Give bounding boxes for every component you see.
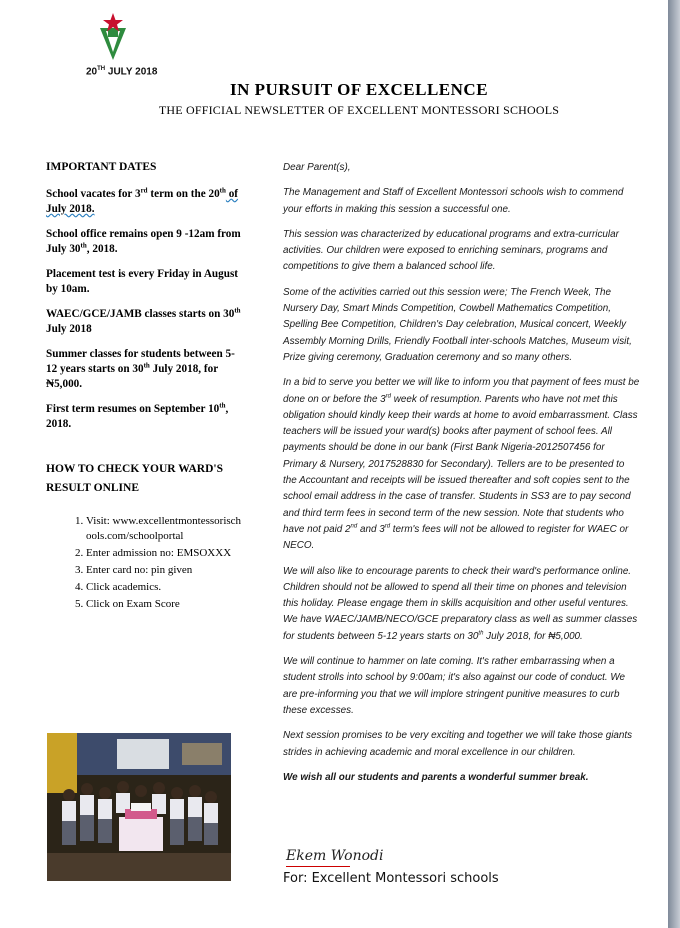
date-item: First term resumes on September 10th, 2018. [46, 401, 229, 430]
list-item: 4. Click academics. [86, 580, 242, 595]
signature-underline [286, 864, 350, 867]
date-item: School vacates for 3rd term on the 20th of July 2018. [46, 186, 239, 215]
issue-date: 20TH JULY 2018 [86, 66, 158, 78]
students-group-photo [47, 733, 231, 881]
paragraph: In a bid to serve you better we will like to inform you that payment of fees must be done on or before the 3rd week of resumption. Parents who have not met this obligation should kindly keep their wards at home to avoid embarrassment. Class teachers will be issued your ward(s) books after payment of school fees. All payments should be done in our bank (First Bank Nigeria-2012507456 for Primary & Nursery, 2017528830 for Secondary). Tellers are to be presented to the Accountant and receipts will be issued thereafter and soft copies sent to the school email address in the case of transfer. Students in SS3 are to pay second and third term fees in second term of the new session. Note that students who have not paid 2nd and 3rd term's fees will not be allowed to register for WAEC or NECO. [283, 377, 640, 552]
result-check-heading: HOW TO CHECK YOUR WARD'S RESULT ONLINE [46, 463, 224, 494]
result-steps-list [46, 514, 242, 612]
paragraph: The Management and Staff of Excellent Montessori schools wish to commend your efforts in making this session a successful one. [283, 187, 624, 215]
list-item: 2. Enter admission no: EMSOXXX [86, 546, 242, 561]
window-edge-shadow [668, 0, 680, 928]
sign-off: For: Excellent Montessori schools [283, 871, 499, 886]
paragraph: Next session promises to be very exciting and together we will take those giants strides in achieving academic and moral excellence in our children. [283, 730, 633, 758]
date-item: School office remains open 9 -12am from July 30th, 2018. [46, 228, 241, 255]
paragraph: This session was characterized by educational programs and extra-curricular activities. Our children were exposed to enriching seminars, programs and competitions to give them a balanced school life. [283, 228, 619, 273]
signature: Ekem Wonodi [286, 848, 384, 864]
school-crest-logo [96, 12, 130, 62]
list-item: 3. Enter card no: pin given [86, 563, 242, 578]
paragraph: We will also like to encourage parents to check their ward's performance online. Children should not be allowed to spend all their time on phones and television this holiday. Please engage them in skills acquisition and other useful ventures. We have WAEC/JAMB/NECO/GCE preparatory class as well as summer classes for students between 5-12 years starts on 30th July 2018, for ₦5,000. [283, 565, 638, 642]
important-dates-heading: IMPORTANT DATES [46, 161, 157, 173]
closing-line: We wish all our students and parents a wonderful summer break. [283, 771, 589, 783]
sidebar-column [46, 160, 242, 614]
greeting: Dear Parent(s), [283, 162, 351, 173]
date-item: Placement test is every Friday in August by 10am. [46, 268, 239, 295]
paragraph: We will continue to hammer on late coming. It's rather embarrassing when a student strolls into school by 9:00am; it's also against our code of conduct. We are pre-informing you that we will implore stringent punitive measures to curb these excesses. [283, 656, 626, 716]
newsletter-subtitle: THE OFFICIAL NEWSLETTER OF EXCELLENT MONTESSORI SCHOOLS [158, 103, 560, 117]
date-item: WAEC/GCE/JAMB classes starts on 30th July 2018 [46, 306, 241, 335]
list-item: 5. Click on Exam Score [86, 597, 242, 612]
letter-body [283, 160, 640, 795]
list-item: 1. Visit: www.excellentmontessorischools.com/schoolportal [86, 514, 242, 544]
paragraph: Some of the activities carried out this session were; The French Week, The Nursery Day, Smart Minds Competition, Cowbell Mathematics Competition, Spelling Bee Competition, Children's Day celebration, Musical concert, Weekly Assembly Morning Drills, Friendly Football inter-schools Matches, Museum visit, Prize giving ceremony, Graduation ceremony and so many others. [283, 286, 632, 363]
newsletter-title: IN PURSUIT OF EXCELLENCE [229, 80, 489, 99]
date-item: Summer classes for students between 5-12 years starts on 30th July 2018, for ₦5,000. [46, 348, 235, 390]
